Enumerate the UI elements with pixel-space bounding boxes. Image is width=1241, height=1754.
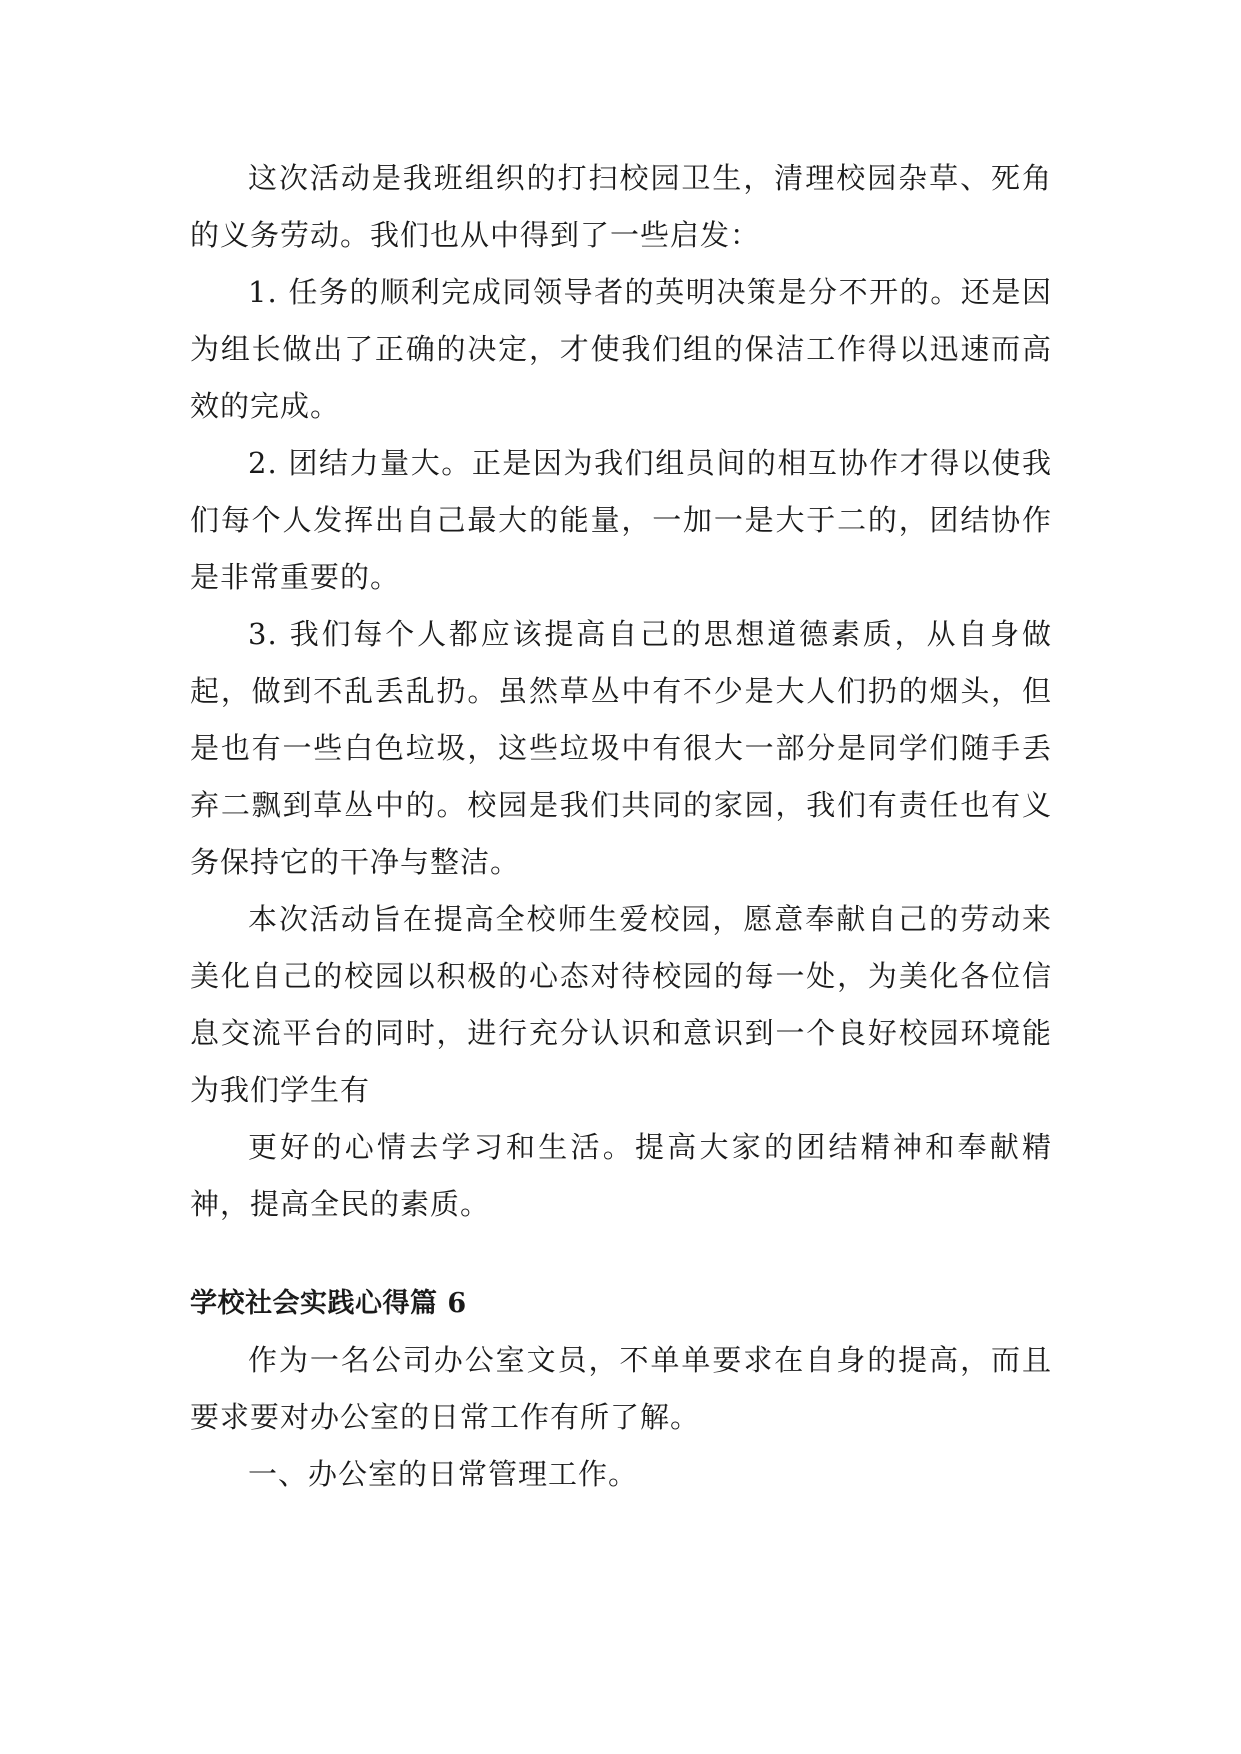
document-page bbox=[190, 150, 1052, 1503]
paragraph-point-1: 1. 任务的顺利完成同领导者的英明决策是分不开的。还是因为组长做出了正确的决定，才使我们组的保洁工作得以迅速而高效的完成。 bbox=[190, 275, 1052, 423]
section-heading: 学校社会实践心得篇 6 bbox=[190, 1288, 467, 1319]
paragraph-summary-continued: 更好的心情去学习和生活。提高大家的团结精神和奉献精神，提高全民的素质。 bbox=[190, 1130, 1052, 1221]
paragraph-summary: 本次活动旨在提高全校师生爱校园，愿意奉献自己的劳动来美化自己的校园以积极的心态对待校园的每一处，为美化各位信息交流平台的同时，进行充分认识和意识到一个良好校园环境能为我们学生有 bbox=[190, 902, 1052, 1107]
paragraph-section-intro: 作为一名公司办公室文员，不单单要求在自身的提高，而且要求要对办公室的日常工作有所了解。 bbox=[190, 1343, 1052, 1434]
paragraph-point-2: 2. 团结力量大。正是因为我们组员间的相互协作才得以使我们每个人发挥出自己最大的能量，一加一是大于二的，团结协作是非常重要的。 bbox=[190, 446, 1052, 594]
paragraph-section-item-1: 一、办公室的日常管理工作。 bbox=[248, 1457, 639, 1491]
paragraph-point-3: 3. 我们每个人都应该提高自己的思想道德素质，从自身做起，做到不乱丢乱扔。虽然草丛中有不少是大人们扔的烟头，但是也有一些白色垃圾，这些垃圾中有很大一部分是同学们随手丢弃二飘到草丛中的。校园是我们共同的家园，我们有责任也有义务保持它的干净与整洁。 bbox=[190, 617, 1052, 879]
paragraph-intro: 这次活动是我班组织的打扫校园卫生，清理校园杂草、死角的义务劳动。我们也从中得到了一些启发： bbox=[190, 161, 1052, 252]
